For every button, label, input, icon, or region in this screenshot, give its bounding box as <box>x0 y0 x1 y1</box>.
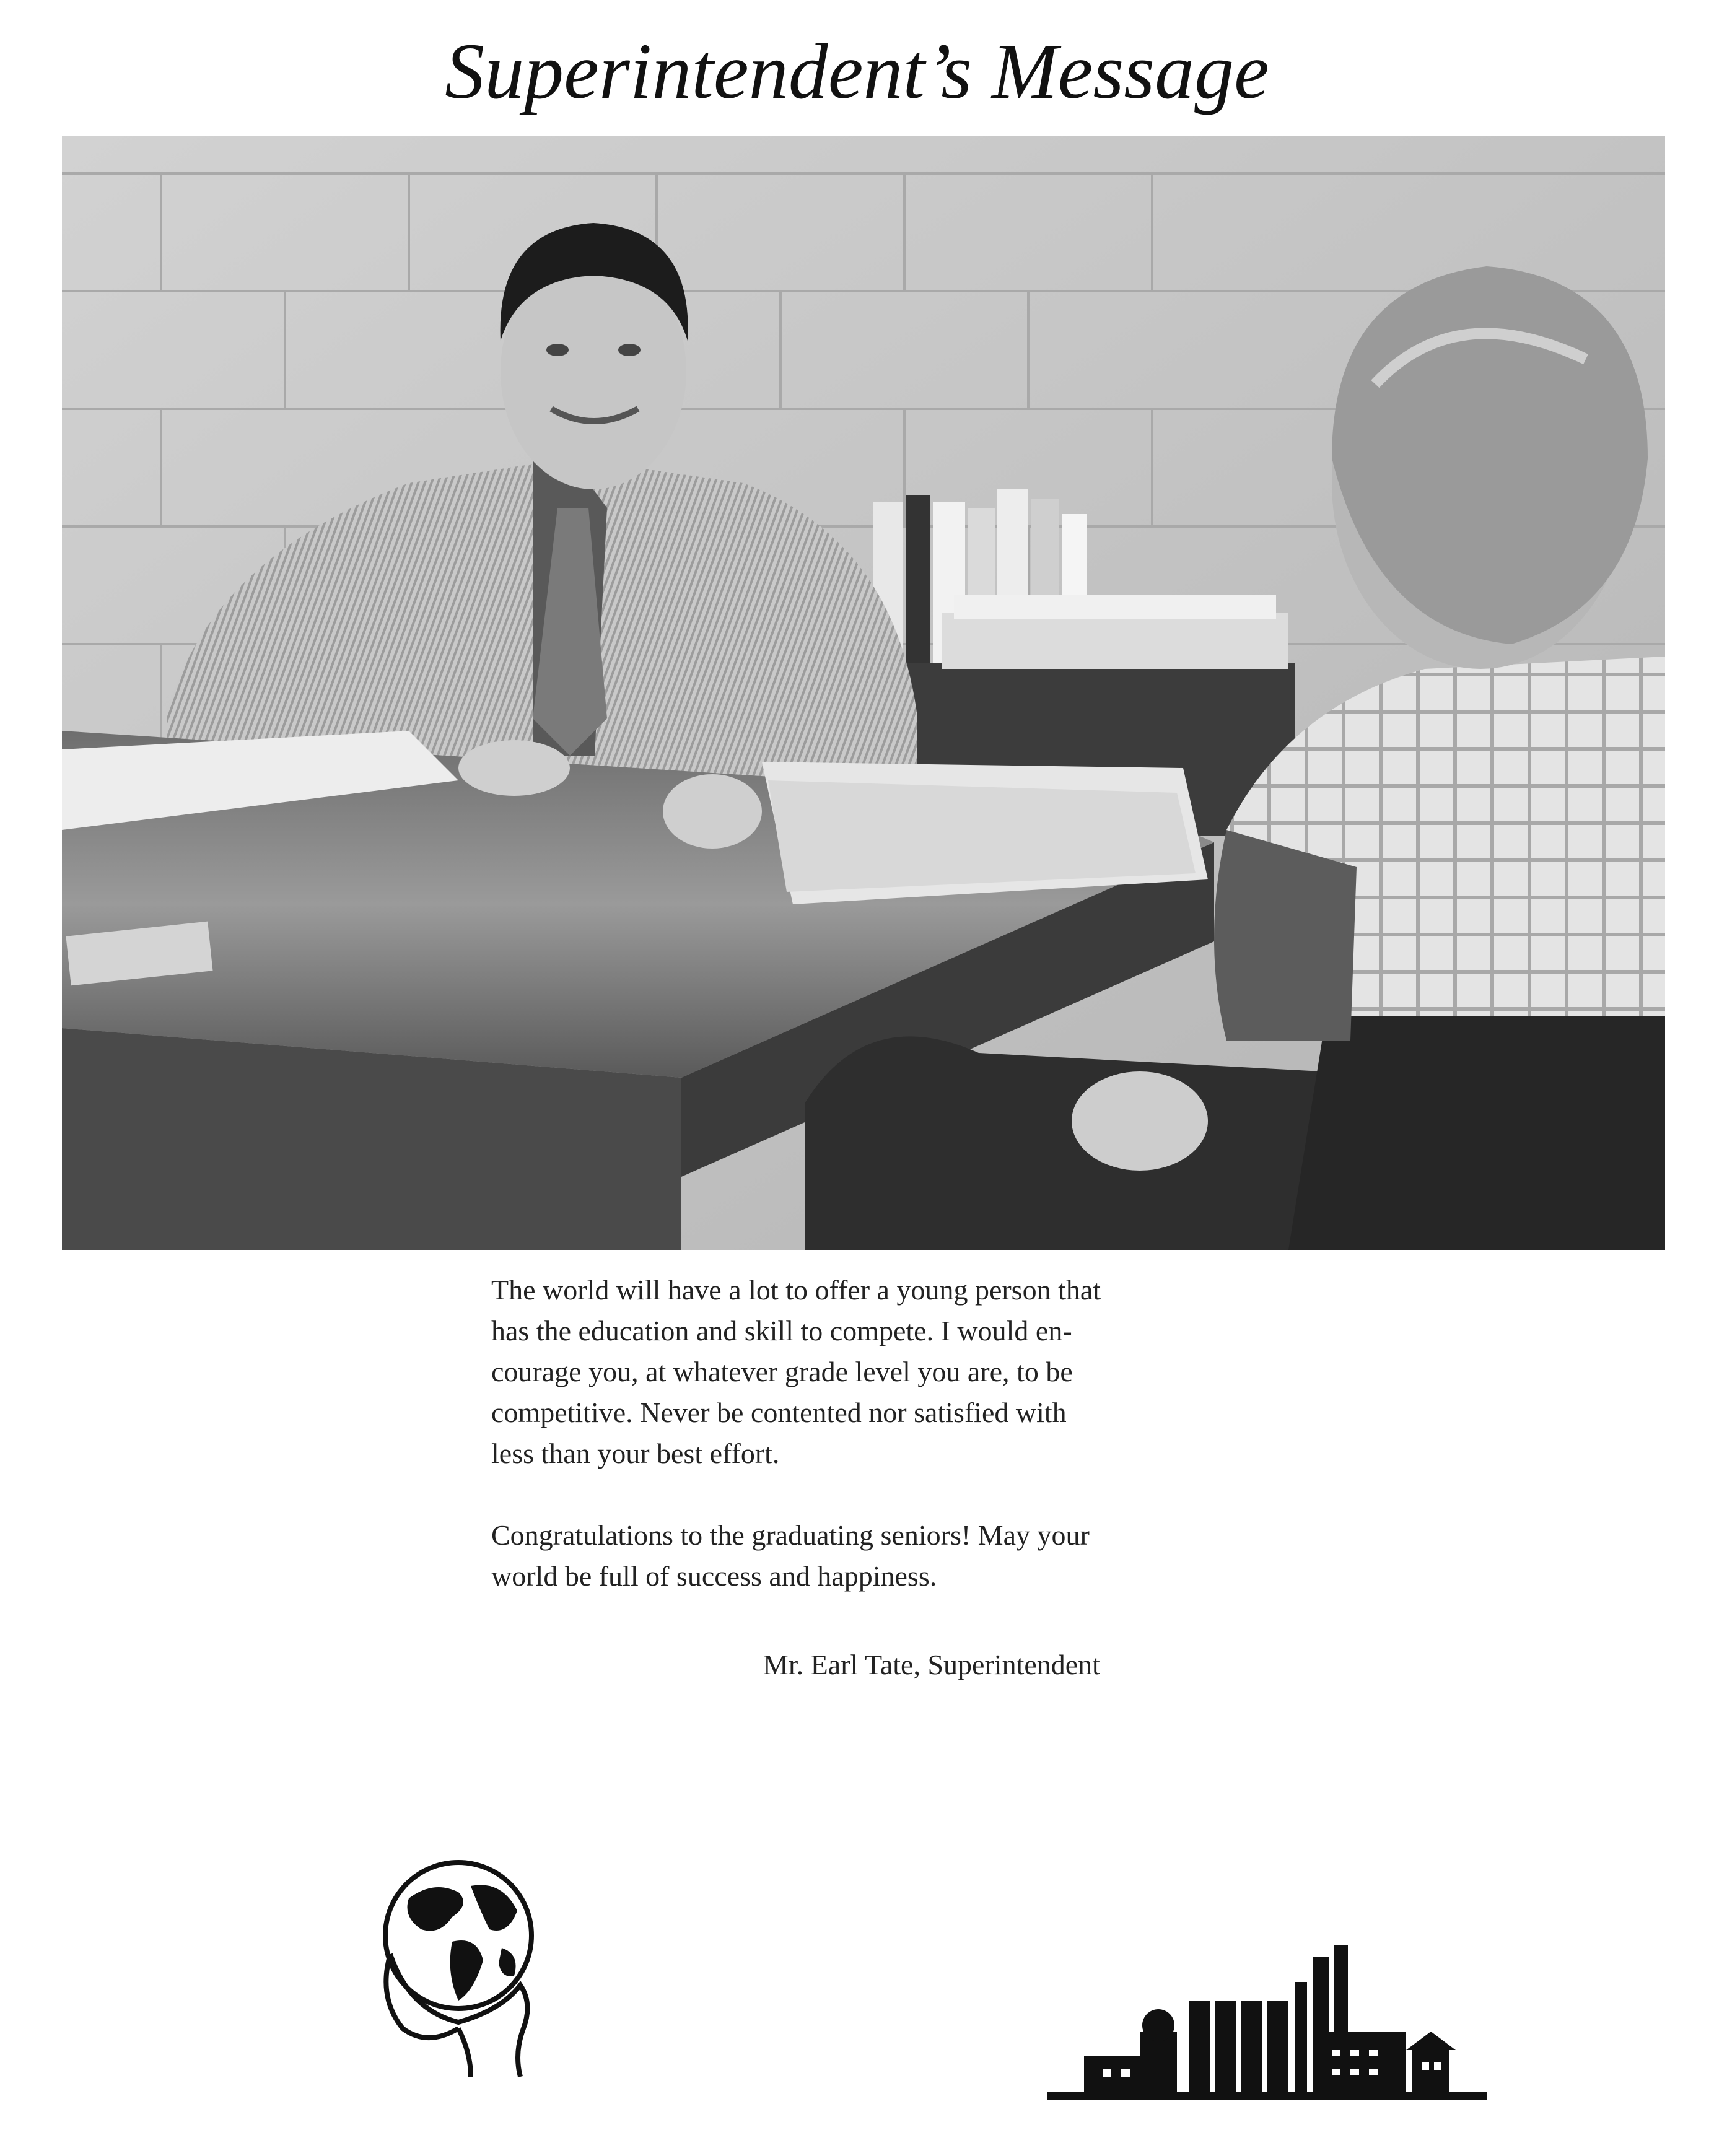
factory-skyline-icon <box>1047 1945 1487 2106</box>
photo-illustration <box>62 136 1665 1250</box>
message-paragraph-1 <box>491 1270 1272 1474</box>
signature: Mr. Earl Tate, Superintendent <box>763 1649 1100 1680</box>
superintendent-message <box>491 1270 1272 1597</box>
message-line: competitive. Never be contented nor satisfied with <box>491 1397 1067 1428</box>
message-line: world be full of success and happiness. <box>491 1560 937 1592</box>
message-line: has the education and skill to compete. I would en- <box>491 1315 1072 1346</box>
message-line: less than your best effort. <box>491 1438 780 1469</box>
globe-in-hand-icon <box>365 1843 551 2078</box>
superintendent-photo <box>62 136 1665 1250</box>
page-title: Superintendent’s Message <box>445 27 1269 115</box>
message-line: The world will have a lot to offer a young person that <box>491 1274 1101 1306</box>
message-paragraph-2 <box>491 1515 1272 1597</box>
message-line: Congratulations to the graduating seniors! May your <box>491 1519 1090 1551</box>
message-line: courage you, at whatever grade level you are, to be <box>491 1356 1073 1387</box>
